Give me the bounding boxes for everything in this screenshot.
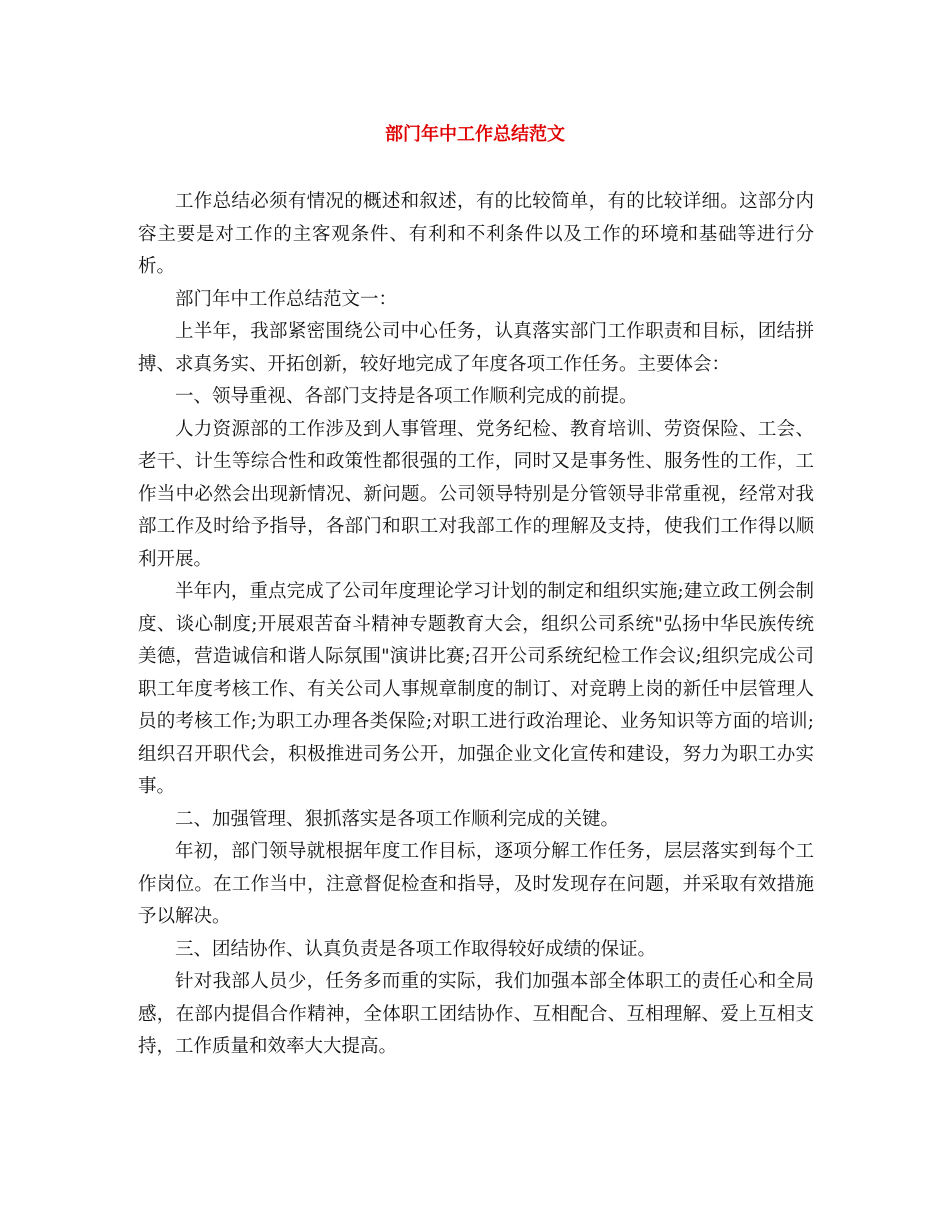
paragraph-point-two: 二、加强管理、狠抓落实是各项工作顺利完成的关键。 [175, 808, 620, 830]
paragraph-point-three: 三、团结协作、认真负责是各项工作取得较好成绩的保证。 [175, 938, 657, 960]
paragraph-intro: 工作总结必须有情况的概述和叙述，有的比较简单，有的比较详细。这部分内容主要是对工作的主客观条件、有利和不利条件以及工作的环境和基础等进行分析。 [138, 191, 814, 277]
paragraph-year-start: 年初，部门领导就根据年度工作目标，逐项分解工作任务，层层落实到每个工作岗位。在工作当中，注意督促检查和指导，及时发现存在问题，并采取有效措施予以解决。 [138, 841, 814, 927]
document-body [138, 186, 814, 1064]
paragraph-half-year: 半年内，重点完成了公司年度理论学习计划的制定和组织实施;建立政工例会制度、谈心制度;开展艰苦奋斗精神专题教育大会，组织公司系统"弘扬中华民族传统美德，营造诚信和谐人际氛围"演讲比赛;召开公司系统纪检工作会议;组织完成公司职工年度考核工作、有关公司人事规章制度的制订、对竞聘上岗的新任中层管理人员的考核工作;为职工办理各类保险;对职工进行政治理论、业务知识等方面的培训;组织召开职代会，积极推进司务公开，加强企业文化宣传和建设，努力为职工办实事。 [138, 581, 814, 797]
paragraph-summary: 上半年，我部紧密围绕公司中心任务，认真落实部门工作职责和目标，团结拼搏、求真务实、开拓创新，较好地完成了年度各项工作任务。主要体会： [138, 321, 814, 375]
paragraph-hr-work: 人力资源部的工作涉及到人事管理、党务纪检、教育培训、劳资保险、工会、老干、计生等综合性和政策性都很强的工作，同时又是事务性、服务性的工作，工作当中必然会出现新情况、新问题。公司领导特别是分管领导非常重视，经常对我部工作及时给予指导，各部门和职工对我部工作的理解及支持，使我们工作得以顺利开展。 [138, 418, 814, 570]
paragraph-section-heading: 部门年中工作总结范文一： [175, 288, 398, 310]
paragraph-point-one: 一、领导重视、各部门支持是各项工作顺利完成的前提。 [175, 386, 638, 407]
paragraph-teamwork: 针对我部人员少，任务多而重的实际，我们加强本部全体职工的责任心和全局感，在部内提倡合作精神，全体职工团结协作、互相配合、互相理解、爱上互相支持，工作质量和效率大大提高。 [138, 971, 814, 1057]
page-title: 部门年中工作总结范文 [385, 124, 565, 145]
